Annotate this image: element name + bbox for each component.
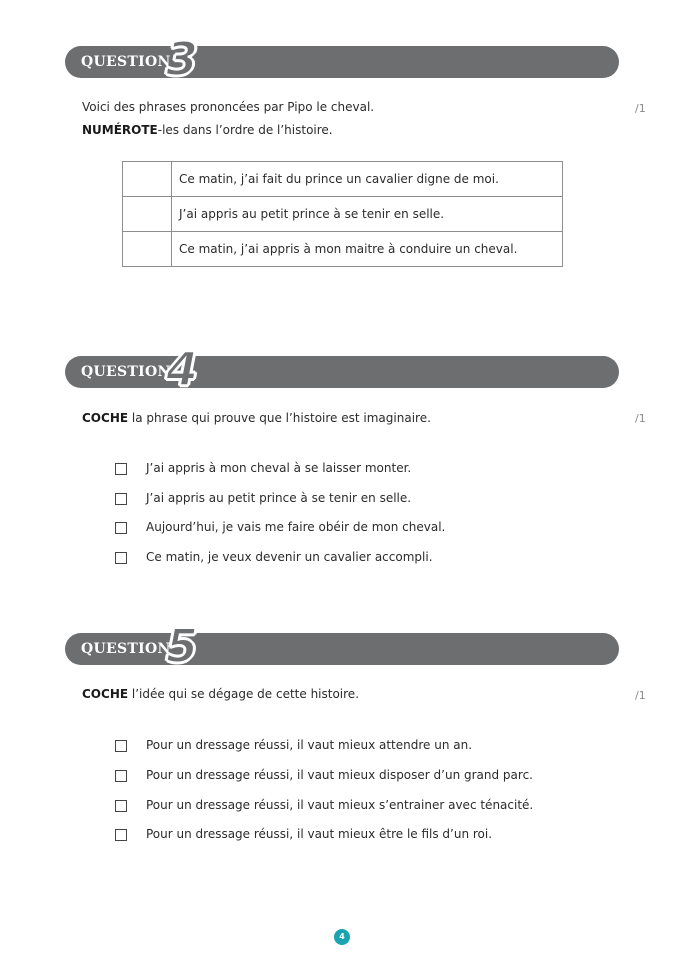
ordering-table xyxy=(122,161,563,267)
table-row xyxy=(123,162,563,197)
instruction-text: la phrase qui prouve que l’histoire est imaginaire. xyxy=(128,411,431,425)
checkbox[interactable] xyxy=(115,552,127,564)
checkbox[interactable] xyxy=(115,800,127,812)
instruction-line: Voici des phrases prononcées par Pipo le cheval. xyxy=(82,100,375,114)
question-3-header xyxy=(65,32,619,86)
question-number: 5 xyxy=(166,619,199,673)
question-number: 4 xyxy=(166,342,199,396)
option-label: Pour un dressage réussi, il vaut mieux s’entrainer avec ténacité. xyxy=(146,798,534,812)
checkbox[interactable] xyxy=(115,829,127,841)
checkbox[interactable] xyxy=(115,493,127,505)
question-label: QUESTION xyxy=(81,54,171,70)
question-label: QUESTION xyxy=(81,641,171,657)
question-5-header xyxy=(65,619,619,673)
checkbox[interactable] xyxy=(115,740,127,752)
score-label: /1 xyxy=(635,412,646,425)
question-4-instructions xyxy=(82,407,431,430)
instruction-text: l’idée qui se dégage de cette histoire. xyxy=(128,687,360,701)
option-label: Aujourd’hui, je vais me faire obéir de mon cheval. xyxy=(146,520,446,534)
instruction-line xyxy=(82,119,374,142)
option-label: Pour un dressage réussi, il vaut mieux disposer d’un grand parc. xyxy=(146,768,533,782)
question-number: 3 xyxy=(166,32,199,86)
table-row xyxy=(123,232,563,267)
page-number-badge: 4 xyxy=(334,929,350,945)
question-5-instructions xyxy=(82,683,359,706)
option-label: Pour un dressage réussi, il vaut mieux attendre un an. xyxy=(146,738,473,752)
score-label: /1 xyxy=(635,689,646,702)
checkbox[interactable] xyxy=(115,463,127,475)
question-4-header xyxy=(65,342,619,396)
option-label: J’ai appris au petit prince à se tenir en selle. xyxy=(146,491,412,505)
question-label: QUESTION xyxy=(81,364,171,380)
option-label: Pour un dressage réussi, il vaut mieux être le fils d’un roi. xyxy=(146,827,493,841)
instruction-text: -les dans l’ordre de l’histoire. xyxy=(157,123,333,137)
instruction-verb: COCHE xyxy=(82,411,129,425)
number-input-cell[interactable] xyxy=(123,232,172,267)
checkbox[interactable] xyxy=(115,770,127,782)
sentence-cell: J’ai appris au petit prince à se tenir en selle. xyxy=(172,197,563,232)
checkbox[interactable] xyxy=(115,522,127,534)
option-label: J’ai appris à mon cheval à se laisser monter. xyxy=(146,461,412,475)
table-row xyxy=(123,197,563,232)
number-input-cell[interactable] xyxy=(123,197,172,232)
score-label: /1 xyxy=(635,102,646,115)
option-label: Ce matin, je veux devenir un cavalier accompli. xyxy=(146,550,433,564)
sentence-cell: Ce matin, j’ai fait du prince un cavalier digne de moi. xyxy=(172,162,563,197)
instruction-verb: COCHE xyxy=(82,687,129,701)
sentence-cell: Ce matin, j’ai appris à mon maitre à conduire un cheval. xyxy=(172,232,563,267)
instruction-verb: NUMÉROTE xyxy=(82,123,158,137)
number-input-cell[interactable] xyxy=(123,162,172,197)
question-3-instructions xyxy=(82,96,374,142)
